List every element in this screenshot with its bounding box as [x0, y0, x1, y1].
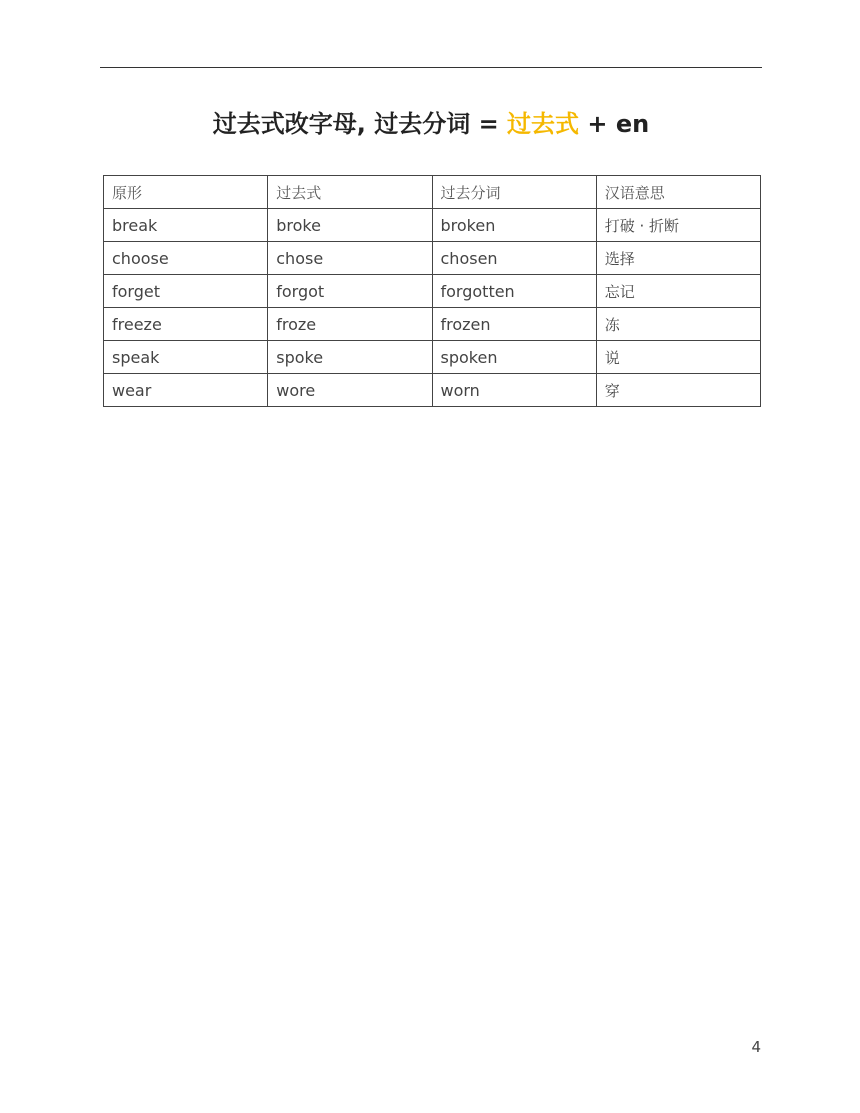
cell-base-form: break [104, 209, 268, 242]
table-header-row [104, 176, 761, 209]
cell-base-form: wear [104, 374, 268, 407]
cell-past-tense: spoke [268, 341, 432, 374]
cell-past-tense: chose [268, 242, 432, 275]
header-base-form: 原形 [104, 176, 268, 209]
cell-past-tense: froze [268, 308, 432, 341]
cell-past-tense: forgot [268, 275, 432, 308]
table-row [104, 374, 761, 407]
title-suffix: + en [579, 110, 650, 138]
cell-past-participle: forgotten [432, 275, 596, 308]
cell-base-form: choose [104, 242, 268, 275]
cell-chinese-meaning: 忘记 [596, 275, 760, 308]
page-title [100, 106, 762, 142]
cell-base-form: forget [104, 275, 268, 308]
cell-chinese-meaning: 穿 [596, 374, 760, 407]
cell-past-participle: spoken [432, 341, 596, 374]
title-highlight: 过去式 [507, 110, 580, 138]
cell-past-participle: broken [432, 209, 596, 242]
cell-past-tense: wore [268, 374, 432, 407]
cell-past-participle: chosen [432, 242, 596, 275]
cell-chinese-meaning: 选择 [596, 242, 760, 275]
page-number: 4 [751, 1038, 761, 1056]
cell-chinese-meaning: 打破 · 折断 [596, 209, 760, 242]
cell-past-participle: frozen [432, 308, 596, 341]
header-past-tense: 过去式 [268, 176, 432, 209]
header-past-participle: 过去分词 [432, 176, 596, 209]
table-row [104, 242, 761, 275]
table-row [104, 275, 761, 308]
table-row [104, 209, 761, 242]
table-row [104, 308, 761, 341]
cell-past-participle: worn [432, 374, 596, 407]
verb-forms-table [103, 175, 761, 407]
cell-base-form: speak [104, 341, 268, 374]
cell-past-tense: broke [268, 209, 432, 242]
table-row [104, 341, 761, 374]
header-chinese-meaning: 汉语意思 [596, 176, 760, 209]
cell-chinese-meaning: 说 [596, 341, 760, 374]
title-prefix: 过去式改字母, 过去分词 = [212, 110, 508, 138]
cell-chinese-meaning: 冻 [596, 308, 760, 341]
header-rule [100, 67, 762, 68]
cell-base-form: freeze [104, 308, 268, 341]
